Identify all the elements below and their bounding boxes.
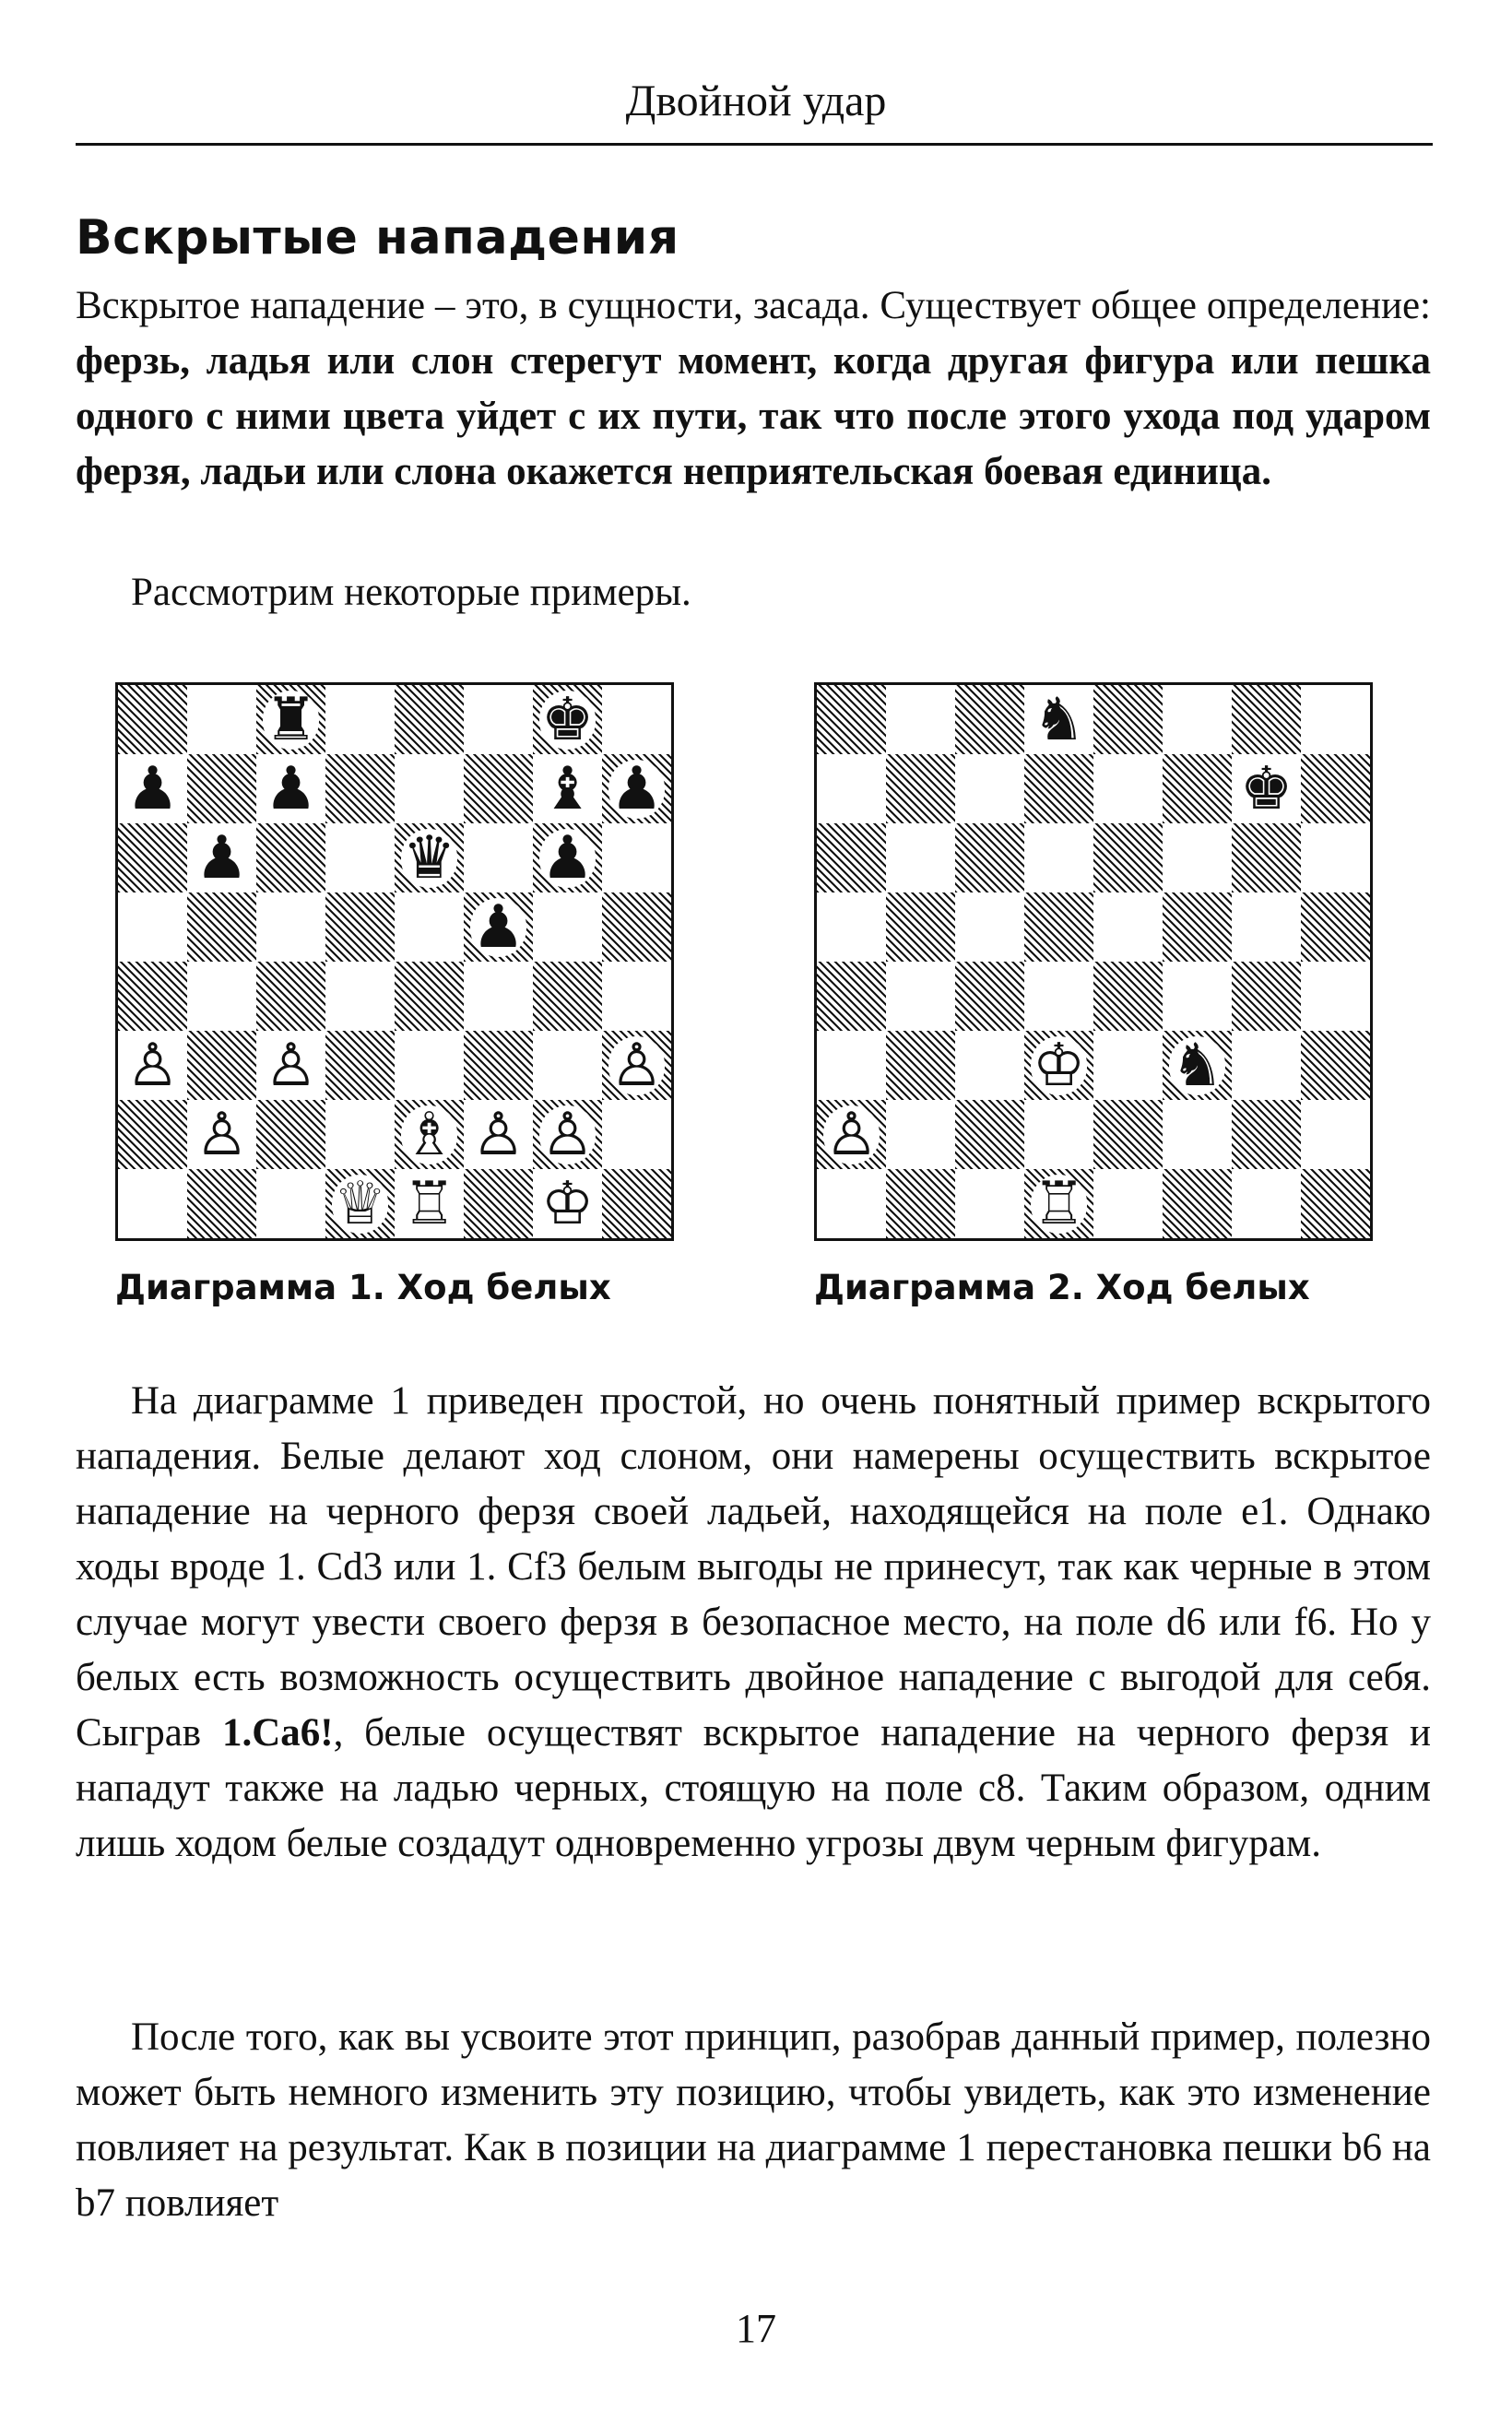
square-e2 <box>395 1100 464 1169</box>
square-b5 <box>886 892 955 962</box>
square-d4 <box>325 962 395 1031</box>
square-b8 <box>886 685 955 754</box>
square-f7 <box>464 754 533 823</box>
square-a6 <box>118 823 187 892</box>
square-d3 <box>1024 1031 1093 1100</box>
running-head: Двойной удар <box>625 77 887 125</box>
square-h7 <box>1301 754 1370 823</box>
square-f5 <box>1163 892 1232 962</box>
square-b7 <box>886 754 955 823</box>
square-d1 <box>1024 1169 1093 1238</box>
chess-piece-icon: ♟ <box>125 754 180 823</box>
chess-piece-icon: ♙ <box>824 1100 879 1169</box>
chess-piece-icon: ♙ <box>540 1100 595 1169</box>
chess-piece-icon: ♚ <box>1239 754 1293 823</box>
square-d5 <box>325 892 395 962</box>
square-h5 <box>1301 892 1370 962</box>
square-b5 <box>187 892 256 962</box>
square-c7 <box>256 754 325 823</box>
square-h6 <box>602 823 671 892</box>
square-c4 <box>256 962 325 1031</box>
square-f4 <box>1163 962 1232 1031</box>
square-f6 <box>1163 823 1232 892</box>
chess-piece-icon: ♙ <box>195 1100 249 1169</box>
chess-piece-icon: ♙ <box>609 1031 664 1100</box>
square-e3 <box>1093 1031 1163 1100</box>
square-e6 <box>1093 823 1163 892</box>
body-paragraph-2: После того, как вы усвоите этот принцип, разобрав данный пример, полезно может быть немного изменить эту позицию, чтобы увидеть, как это изменение повлияет на результат. Как в позиции на диаграмме 1 перестановка пешки b6 на b7 повлияет <box>76 2015 1431 2225</box>
square-c2 <box>256 1100 325 1169</box>
square-g7 <box>533 754 602 823</box>
square-f2 <box>1163 1100 1232 1169</box>
chess-board-2 <box>814 682 1373 1241</box>
square-a5 <box>817 892 886 962</box>
square-g7 <box>1232 754 1301 823</box>
square-b2 <box>187 1100 256 1169</box>
paragraph-1-after: , белые осуществят вскрытое нападение на черного ферзя и нападут также на ладью черных, стоящую на поле c8. Таким образом, одним лишь ходом белые создадут одновременно угрозы двум черным фигурам. <box>76 1711 1431 1865</box>
chess-piece-icon: ♔ <box>540 1169 595 1238</box>
square-g8 <box>533 685 602 754</box>
square-e7 <box>395 754 464 823</box>
square-c6 <box>256 823 325 892</box>
square-a3 <box>118 1031 187 1100</box>
square-h4 <box>1301 962 1370 1031</box>
square-e4 <box>1093 962 1163 1031</box>
square-a1 <box>817 1169 886 1238</box>
square-g8 <box>1232 685 1301 754</box>
chess-piece-icon: ♛ <box>402 823 456 892</box>
square-f3 <box>464 1031 533 1100</box>
square-h3 <box>1301 1031 1370 1100</box>
square-c5 <box>256 892 325 962</box>
square-d7 <box>325 754 395 823</box>
square-e4 <box>395 962 464 1031</box>
chess-piece-icon: ♜ <box>264 685 318 754</box>
square-b8 <box>187 685 256 754</box>
square-f1 <box>464 1169 533 1238</box>
square-a2 <box>118 1100 187 1169</box>
square-c7 <box>955 754 1024 823</box>
square-g4 <box>533 962 602 1031</box>
square-e2 <box>1093 1100 1163 1169</box>
diagram-2-caption: Диаграмма 2. Ход белых <box>814 1268 1310 1307</box>
paragraph-1-before: На диаграмме 1 приведен простой, но очень понятный пример вскрытого нападения. Белые делают ход слоном, они намерены осуществить вскрытое нападение на черного ферзя своей ладьей, находящейся на поле e1. Однако ходы вроде 1. Cd3 или 1. Cf3 белым выгоды не принесут, так как черные в этом случае могут увести своего ферзя в безопасное место, на поле d6 или f6. Но у белых есть возможность осуществить двойное нападение с выгодой для себя. Сыграв <box>76 1379 1431 1755</box>
square-e6 <box>395 823 464 892</box>
square-f5 <box>464 892 533 962</box>
chess-piece-icon: ♚ <box>540 685 595 754</box>
square-g5 <box>1232 892 1301 962</box>
square-a4 <box>817 962 886 1031</box>
square-f7 <box>1163 754 1232 823</box>
square-h2 <box>1301 1100 1370 1169</box>
header-rule <box>76 143 1433 146</box>
square-h6 <box>1301 823 1370 892</box>
square-h3 <box>602 1031 671 1100</box>
square-g3 <box>533 1031 602 1100</box>
square-c6 <box>955 823 1024 892</box>
square-c3 <box>256 1031 325 1100</box>
square-h2 <box>602 1100 671 1169</box>
square-e3 <box>395 1031 464 1100</box>
square-g1 <box>1232 1169 1301 1238</box>
square-a3 <box>817 1031 886 1100</box>
square-b4 <box>886 962 955 1031</box>
square-h7 <box>602 754 671 823</box>
square-e5 <box>395 892 464 962</box>
chess-piece-icon: ♙ <box>125 1031 180 1100</box>
square-f2 <box>464 1100 533 1169</box>
square-d8 <box>1024 685 1093 754</box>
square-d7 <box>1024 754 1093 823</box>
square-c1 <box>256 1169 325 1238</box>
chess-piece-icon: ♗ <box>402 1100 456 1169</box>
diagram-1-caption: Диаграмма 1. Ход белых <box>115 1268 611 1307</box>
square-d2 <box>1024 1100 1093 1169</box>
section-title: Вскрытые нападения <box>76 210 679 266</box>
square-d1 <box>325 1169 395 1238</box>
square-h8 <box>602 685 671 754</box>
square-b1 <box>187 1169 256 1238</box>
square-a8 <box>118 685 187 754</box>
chess-piece-icon: ♞ <box>1032 685 1086 754</box>
square-a4 <box>118 962 187 1031</box>
square-g5 <box>533 892 602 962</box>
square-b4 <box>187 962 256 1031</box>
square-a1 <box>118 1169 187 1238</box>
chess-piece-icon: ♞ <box>1170 1031 1224 1100</box>
square-a7 <box>118 754 187 823</box>
square-a7 <box>817 754 886 823</box>
square-f3 <box>1163 1031 1232 1100</box>
square-g4 <box>1232 962 1301 1031</box>
square-e8 <box>1093 685 1163 754</box>
square-g3 <box>1232 1031 1301 1100</box>
page-number: 17 <box>736 2306 776 2351</box>
square-d8 <box>325 685 395 754</box>
square-c4 <box>955 962 1024 1031</box>
square-f6 <box>464 823 533 892</box>
square-b7 <box>187 754 256 823</box>
chess-piece-icon: ♟ <box>195 823 249 892</box>
chess-board-1 <box>115 682 674 1241</box>
square-e5 <box>1093 892 1163 962</box>
square-b3 <box>886 1031 955 1100</box>
square-h4 <box>602 962 671 1031</box>
square-g6 <box>1232 823 1301 892</box>
intro-definition: ферзь, ладья или слон стерегут момент, когда другая фигура или пешка одного с ними цвета уйдет с их пути, так что после этого ухода под ударом ферзя, ладьи или слона окажется неприятельская боевая единица. <box>76 339 1431 493</box>
square-d2 <box>325 1100 395 1169</box>
square-g2 <box>533 1100 602 1169</box>
square-a6 <box>817 823 886 892</box>
square-c5 <box>955 892 1024 962</box>
square-c8 <box>256 685 325 754</box>
intro-paragraph <box>76 278 1431 500</box>
square-d5 <box>1024 892 1093 962</box>
square-h1 <box>1301 1169 1370 1238</box>
square-b2 <box>886 1100 955 1169</box>
key-move: 1.Ca6! <box>221 1711 334 1755</box>
square-e1 <box>1093 1169 1163 1238</box>
intro-examples: Рассмотрим некоторые примеры. <box>131 571 691 614</box>
chess-piece-icon: ♟ <box>471 892 526 962</box>
chess-piece-icon: ♖ <box>1032 1169 1086 1238</box>
square-f8 <box>1163 685 1232 754</box>
square-c3 <box>955 1031 1024 1100</box>
square-b6 <box>886 823 955 892</box>
square-h1 <box>602 1169 671 1238</box>
chess-piece-icon: ♟ <box>609 754 664 823</box>
square-g2 <box>1232 1100 1301 1169</box>
square-c2 <box>955 1100 1024 1169</box>
square-g6 <box>533 823 602 892</box>
chess-piece-icon: ♕ <box>333 1169 387 1238</box>
intro-lead: Вскрытое нападение – это, в сущности, засада. Существует общее определение: <box>76 284 1431 327</box>
square-b1 <box>886 1169 955 1238</box>
square-b6 <box>187 823 256 892</box>
square-d6 <box>325 823 395 892</box>
chess-piece-icon: ♙ <box>264 1031 318 1100</box>
square-a8 <box>817 685 886 754</box>
square-a2 <box>817 1100 886 1169</box>
chess-piece-icon: ♝ <box>540 754 595 823</box>
square-g1 <box>533 1169 602 1238</box>
chess-piece-icon: ♟ <box>264 754 318 823</box>
chess-piece-icon: ♖ <box>402 1169 456 1238</box>
square-b3 <box>187 1031 256 1100</box>
square-e1 <box>395 1169 464 1238</box>
chess-piece-icon: ♙ <box>471 1100 526 1169</box>
square-a5 <box>118 892 187 962</box>
square-f4 <box>464 962 533 1031</box>
square-c8 <box>955 685 1024 754</box>
square-h5 <box>602 892 671 962</box>
square-f8 <box>464 685 533 754</box>
square-h8 <box>1301 685 1370 754</box>
square-e8 <box>395 685 464 754</box>
square-d4 <box>1024 962 1093 1031</box>
square-e7 <box>1093 754 1163 823</box>
square-d3 <box>325 1031 395 1100</box>
square-c1 <box>955 1169 1024 1238</box>
body-paragraph-1 <box>76 1374 1431 1872</box>
square-d6 <box>1024 823 1093 892</box>
square-f1 <box>1163 1169 1232 1238</box>
chess-piece-icon: ♔ <box>1032 1031 1086 1100</box>
chess-piece-icon: ♟ <box>540 823 595 892</box>
